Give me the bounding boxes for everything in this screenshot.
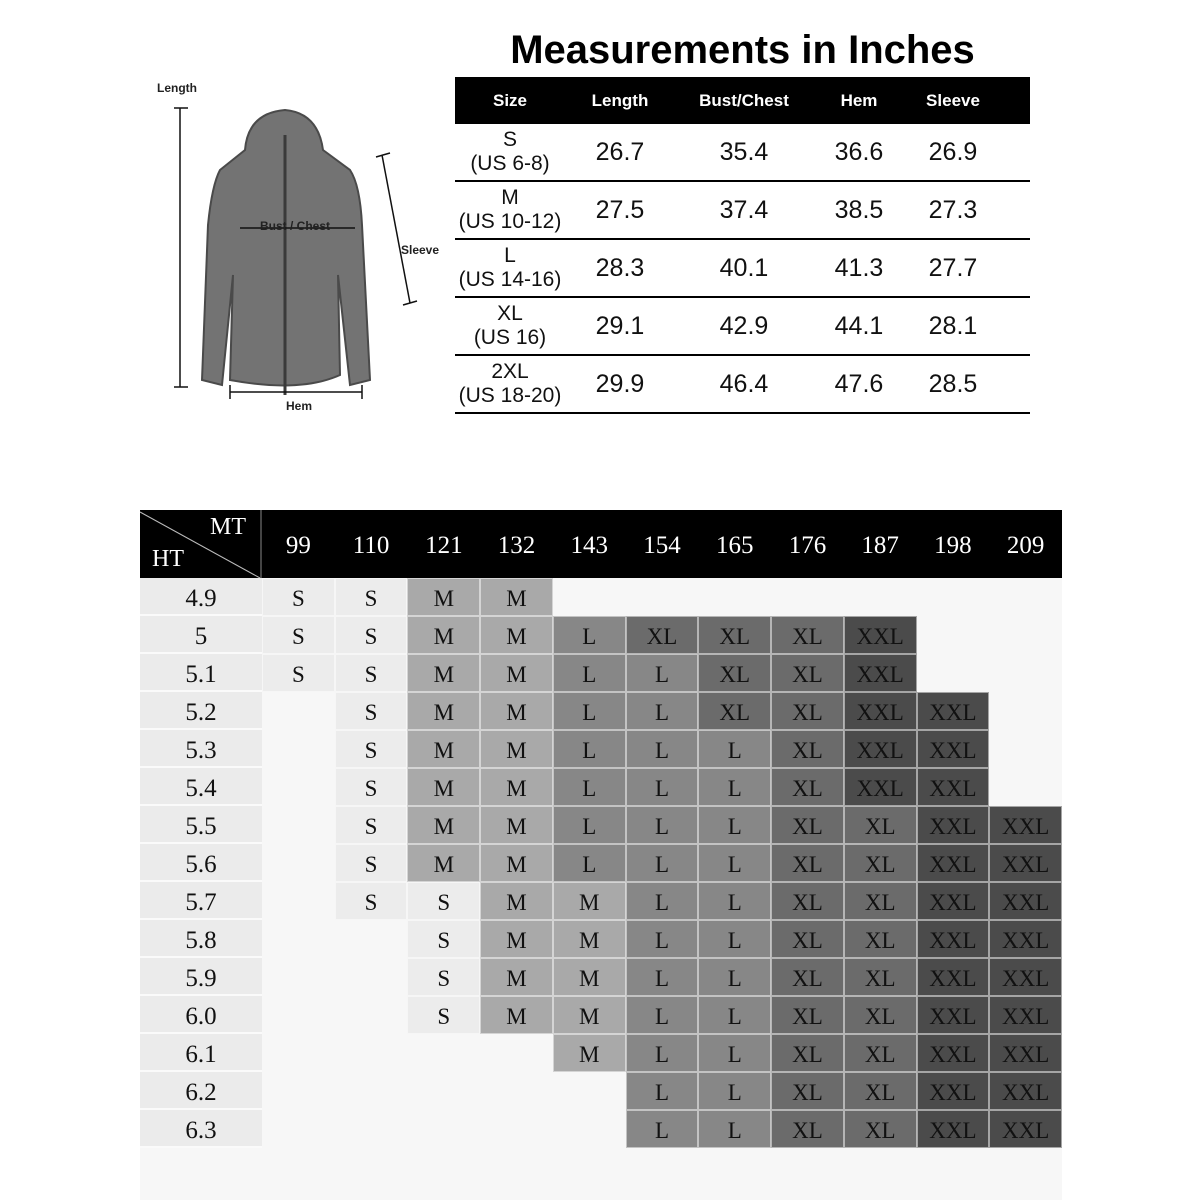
size-cell: S (335, 806, 408, 844)
empty-cell (262, 958, 335, 996)
empty-cell (698, 578, 771, 616)
size-cell: XL (771, 692, 844, 730)
header-hem: Hem (840, 90, 878, 110)
hem-value: 38.5 (834, 195, 884, 224)
size-name: M (501, 186, 519, 209)
weight-header: 143 (570, 532, 609, 559)
size-cell: XXL (917, 920, 990, 958)
size-cell: L (626, 844, 699, 882)
size-cell: L (626, 1034, 699, 1072)
weight-header: 165 (715, 532, 754, 559)
size-cell: M (480, 730, 553, 768)
empty-cell (989, 768, 1062, 806)
size-cell: M (407, 654, 480, 692)
size-name: XL (497, 302, 523, 325)
size-cell: S (262, 578, 335, 616)
empty-cell (989, 692, 1062, 730)
length-value: 27.5 (595, 195, 645, 224)
length-value: 26.7 (595, 137, 645, 166)
size-cell: L (698, 882, 771, 920)
empty-cell (917, 578, 990, 616)
size-cell (455, 360, 565, 408)
empty-cell (335, 1034, 408, 1072)
size-cell: XXL (917, 768, 990, 806)
size-cell: M (407, 768, 480, 806)
height-label: 4.9 (140, 578, 262, 616)
size-cell: XXL (989, 1034, 1062, 1072)
size-cell: S (262, 654, 335, 692)
size-cell: XL (844, 882, 917, 920)
size-cell: XL (771, 844, 844, 882)
height-label: 6.0 (140, 996, 262, 1034)
size-cell: L (626, 958, 699, 996)
size-cell: L (626, 806, 699, 844)
height-label: 5.2 (140, 692, 262, 730)
empty-cell (407, 1034, 480, 1072)
size-cell: XXL (989, 920, 1062, 958)
size-cell: L (553, 654, 626, 692)
empty-cell (626, 578, 699, 616)
size-cell: XL (771, 654, 844, 692)
size-cell: XL (771, 882, 844, 920)
empty-cell (553, 578, 626, 616)
size-cell: M (407, 730, 480, 768)
size-cell: S (335, 730, 408, 768)
size-cell: XXL (844, 616, 917, 654)
weight-header: 132 (497, 532, 536, 559)
size-cell: S (262, 616, 335, 654)
empty-cell (335, 1072, 408, 1110)
empty-cell (407, 1110, 480, 1148)
empty-cell (335, 1110, 408, 1148)
size-cell: S (335, 654, 408, 692)
size-cell: XL (698, 654, 771, 692)
size-name: S (502, 128, 517, 151)
size-cell: XXL (844, 768, 917, 806)
size-cell: XL (771, 1072, 844, 1110)
empty-cell (262, 806, 335, 844)
size-cell: XXL (844, 692, 917, 730)
size-cell: XL (771, 806, 844, 844)
height-label: 5.4 (140, 768, 262, 806)
weight-header: 121 (425, 532, 463, 559)
size-cell: M (553, 996, 626, 1034)
size-cell: XL (844, 920, 917, 958)
size-cell: XXL (917, 1034, 990, 1072)
empty-cell (262, 1110, 335, 1148)
corner-mt-label: MT (210, 514, 246, 540)
empty-cell (335, 996, 408, 1034)
height-label: 5.5 (140, 806, 262, 844)
empty-cell (989, 616, 1062, 654)
length-value: 28.3 (595, 253, 645, 282)
size-cell: XXL (989, 844, 1062, 882)
bust-value: 40.1 (719, 253, 769, 282)
size-cell: S (335, 768, 408, 806)
size-cell: M (480, 920, 553, 958)
height-label: 5.6 (140, 844, 262, 882)
empty-cell (335, 920, 408, 958)
empty-cell (989, 654, 1062, 692)
size-cell: L (553, 768, 626, 806)
empty-cell (771, 578, 844, 616)
empty-cell (480, 1034, 553, 1072)
size-recommendation-grid (140, 510, 1062, 1200)
size-cell: XXL (917, 844, 990, 882)
size-cell: XXL (989, 1072, 1062, 1110)
header-bust: Bust/Chest (699, 90, 789, 110)
size-cell: L (698, 1110, 771, 1148)
height-label: 5.8 (140, 920, 262, 958)
length-value: 29.1 (595, 311, 645, 340)
size-cell: L (626, 882, 699, 920)
size-cell: XL (771, 1110, 844, 1148)
size-cell: M (407, 578, 480, 616)
size-cell: M (480, 654, 553, 692)
size-cell: M (407, 844, 480, 882)
size-cell: XXL (917, 806, 990, 844)
size-cell: XXL (917, 996, 990, 1034)
height-label: 6.2 (140, 1072, 262, 1110)
length-label: Length (157, 81, 197, 95)
empty-cell (262, 692, 335, 730)
measurements-title: Measurements in Inches (510, 28, 975, 72)
empty-cell (917, 616, 990, 654)
size-cell: M (480, 616, 553, 654)
size-cell: XL (771, 920, 844, 958)
empty-cell (262, 996, 335, 1034)
size-cell: L (698, 920, 771, 958)
sleeve-label: Sleeve (401, 243, 440, 257)
size-cell: M (480, 882, 553, 920)
empty-cell (553, 1072, 626, 1110)
empty-cell (335, 958, 408, 996)
size-cell: XXL (917, 958, 990, 996)
size-cell (455, 302, 565, 350)
size-cell: XXL (844, 654, 917, 692)
empty-cell (917, 654, 990, 692)
size-cell: L (698, 806, 771, 844)
size-cell: XXL (989, 806, 1062, 844)
sleeve-value: 27.7 (928, 253, 978, 282)
measurement-row (455, 240, 1030, 298)
size-cell: L (553, 616, 626, 654)
us-size: (US 16) (473, 326, 547, 349)
size-cell: XL (771, 996, 844, 1034)
size-cell: XL (844, 844, 917, 882)
size-cell: M (407, 692, 480, 730)
size-cell: S (335, 692, 408, 730)
size-cell: XL (844, 806, 917, 844)
empty-cell (480, 1072, 553, 1110)
height-label: 5.7 (140, 882, 262, 920)
size-cell: M (480, 958, 553, 996)
size-cell: L (553, 730, 626, 768)
bust-value: 46.4 (719, 369, 769, 398)
sleeve-value: 27.3 (928, 195, 978, 224)
size-cell: XXL (989, 996, 1062, 1034)
size-cell: L (626, 768, 699, 806)
size-cell: L (698, 958, 771, 996)
size-cell: M (480, 844, 553, 882)
size-cell: L (698, 1072, 771, 1110)
size-cell: XXL (917, 882, 990, 920)
size-cell: XXL (844, 730, 917, 768)
size-cell: XL (771, 958, 844, 996)
size-cell: XL (698, 616, 771, 654)
size-cell: L (626, 920, 699, 958)
size-cell: L (698, 768, 771, 806)
size-cell: XL (771, 768, 844, 806)
height-label: 5.9 (140, 958, 262, 996)
weight-header: 187 (861, 532, 899, 559)
size-cell: L (698, 730, 771, 768)
measurement-row (455, 298, 1030, 356)
height-label: 5 (140, 616, 262, 654)
weight-header: 209 (1006, 532, 1045, 559)
height-label: 5.3 (140, 730, 262, 768)
hem-value: 44.1 (834, 311, 884, 340)
hem-value: 47.6 (834, 369, 884, 398)
hem-value: 36.6 (834, 137, 884, 166)
size-cell: L (626, 692, 699, 730)
height-label: 6.3 (140, 1110, 262, 1148)
size-cell: XXL (917, 692, 990, 730)
size-cell: L (626, 1110, 699, 1148)
size-cell: XL (844, 1072, 917, 1110)
size-cell: S (407, 920, 480, 958)
size-cell: L (698, 844, 771, 882)
size-cell: S (335, 578, 408, 616)
size-cell: M (553, 1034, 626, 1072)
size-cell: XXL (917, 1110, 990, 1148)
us-size: (US 6-8) (470, 152, 550, 175)
size-cell: M (480, 806, 553, 844)
size-name: L (504, 244, 516, 267)
measurements-table (455, 77, 1030, 414)
size-cell: M (553, 958, 626, 996)
size-cell: L (626, 654, 699, 692)
size-cell: XL (771, 1034, 844, 1072)
size-cell: M (407, 806, 480, 844)
hem-value: 41.3 (834, 253, 884, 282)
size-cell: S (407, 996, 480, 1034)
sleeve-value: 26.9 (928, 137, 978, 166)
size-cell: S (407, 958, 480, 996)
measurement-row (455, 356, 1030, 414)
us-size: (US 18-20) (458, 384, 562, 407)
empty-cell (262, 920, 335, 958)
header-length: Length (591, 90, 649, 110)
length-value: 29.9 (595, 369, 645, 398)
sleeve-value: 28.1 (928, 311, 978, 340)
size-cell: S (335, 882, 408, 920)
size-cell: L (553, 806, 626, 844)
hem-label: Hem (286, 399, 313, 413)
size-cell (455, 128, 565, 176)
size-cell: L (553, 844, 626, 882)
size-cell: XXL (917, 730, 990, 768)
size-cell: M (553, 882, 626, 920)
empty-cell (262, 768, 335, 806)
header-sleeve: Sleeve (926, 90, 980, 110)
size-cell (455, 244, 565, 292)
empty-cell (844, 578, 917, 616)
size-cell: XL (844, 1110, 917, 1148)
weight-header: 110 (352, 532, 390, 559)
sleeve-value: 28.5 (928, 369, 978, 398)
bust-value: 35.4 (719, 137, 769, 166)
height-label: 5.1 (140, 654, 262, 692)
size-cell: L (626, 1072, 699, 1110)
grid-header-row (140, 510, 1062, 578)
size-cell: XL (626, 616, 699, 654)
empty-cell (262, 1072, 335, 1110)
size-cell: XL (771, 730, 844, 768)
size-cell (455, 186, 565, 234)
size-cell: XXL (989, 1110, 1062, 1148)
size-cell: S (335, 616, 408, 654)
size-cell: L (553, 692, 626, 730)
size-cell: L (698, 1034, 771, 1072)
size-cell: M (553, 920, 626, 958)
size-cell: XL (844, 996, 917, 1034)
size-name: 2XL (491, 360, 529, 383)
measurement-row (455, 124, 1030, 182)
height-label: 6.1 (140, 1034, 262, 1072)
bust-value: 42.9 (719, 311, 769, 340)
corner-ht-label: HT (152, 546, 184, 572)
weight-header: 154 (643, 532, 681, 559)
bust-label: Bust / Chest (260, 219, 331, 233)
measurements-header-row (455, 77, 1030, 124)
size-cell: XL (771, 616, 844, 654)
size-cell: M (480, 768, 553, 806)
size-cell: L (626, 730, 699, 768)
size-cell: XL (698, 692, 771, 730)
size-cell: S (407, 882, 480, 920)
bust-value: 37.4 (719, 195, 769, 224)
size-cell: M (407, 616, 480, 654)
empty-cell (262, 844, 335, 882)
size-cell: XXL (989, 882, 1062, 920)
empty-cell (262, 730, 335, 768)
empty-cell (407, 1072, 480, 1110)
measurement-row (455, 182, 1030, 240)
empty-cell (553, 1110, 626, 1148)
empty-cell (989, 578, 1062, 616)
header-size: Size (492, 90, 528, 110)
weight-header: 176 (788, 532, 827, 559)
empty-cell (480, 1110, 553, 1148)
us-size: (US 10-12) (458, 210, 562, 233)
size-cell: S (335, 844, 408, 882)
empty-cell (989, 730, 1062, 768)
size-cell: XL (844, 1034, 917, 1072)
size-cell: L (698, 996, 771, 1034)
weight-header: 198 (934, 532, 972, 559)
empty-cell (262, 882, 335, 920)
us-size: (US 14-16) (458, 268, 562, 291)
size-cell: XL (844, 958, 917, 996)
size-cell: M (480, 692, 553, 730)
size-cell: M (480, 578, 553, 616)
size-cell: XXL (989, 958, 1062, 996)
empty-cell (262, 1034, 335, 1072)
size-cell: L (626, 996, 699, 1034)
weight-header: 99 (285, 532, 311, 559)
size-cell: M (480, 996, 553, 1034)
size-cell: XXL (917, 1072, 990, 1110)
